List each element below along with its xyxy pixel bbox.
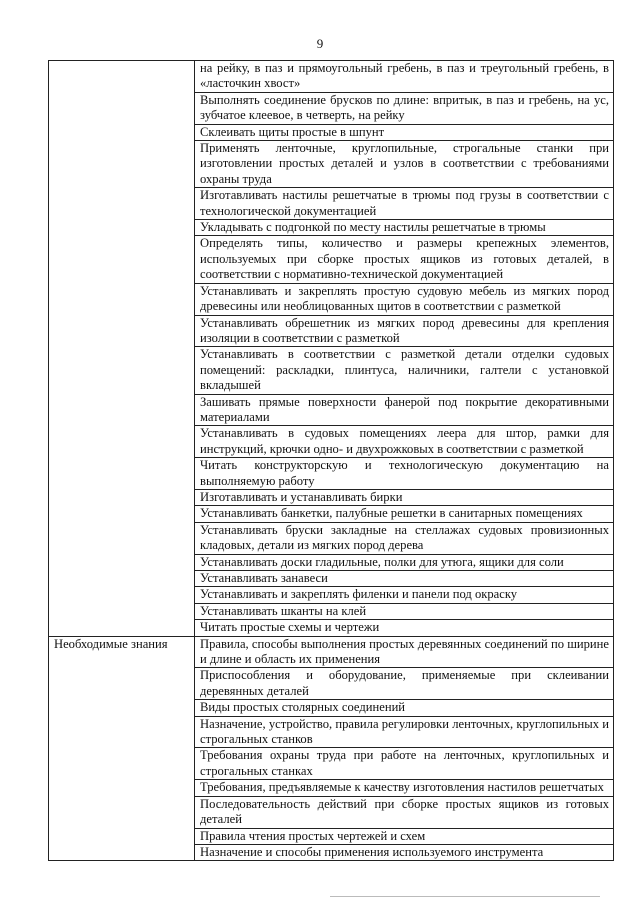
knowledge-item: Последовательность действий при сборке простых ящиков из готовых деталей xyxy=(195,796,614,828)
skills-item: Определять типы, количество и размеры крепежных элементов, используемых при сборке простых ящиков из готовых деталей, в соответствии с нормативно-технической документацией xyxy=(195,236,614,283)
skills-item: Устанавливать в судовых помещениях леера для штор, рамки для инструкций, крючки одно- и двухрожковых в соответствии с разметкой xyxy=(195,426,614,458)
knowledge-item: Требования охраны труда при работе на ленточных, круглопильных и строгальных станках xyxy=(195,748,614,780)
skills-item: Читать конструкторскую и технологическую документацию на выполняемую работу xyxy=(195,458,614,490)
skills-item: Устанавливать в соответствии с разметкой детали отделки судовых помещений: раскладки, плинтуса, наличники, галтели с установкой вкладышей xyxy=(195,347,614,394)
knowledge-item: Приспособления и оборудование, применяемые при склеивании деревянных деталей xyxy=(195,668,614,700)
skills-item: Выполнять соединение брусков по длине: впритык, в паз и гребень, на ус, зубчатое клеевое, в четверть, на рейку xyxy=(195,92,614,124)
bottom-divider xyxy=(330,896,600,897)
skills-item: Применять ленточные, круглопильные, строгальные станки при изготовлении простых деталей и узлов в соответствии с требованиями охраны труда xyxy=(195,141,614,188)
skills-item: Изготавливать и устанавливать бирки xyxy=(195,489,614,505)
knowledge-item: Назначение и способы применения используемого инструмента xyxy=(195,844,614,860)
skills-item: Устанавливать доски гладильные, полки для утюга, ящики для соли xyxy=(195,554,614,570)
skills-item: Устанавливать занавеси xyxy=(195,571,614,587)
skills-item: Читать простые схемы и чертежи xyxy=(195,620,614,636)
knowledge-label: Необходимые знания xyxy=(49,636,195,861)
knowledge-item: Правила, способы выполнения простых деревянных соединений по ширине и длине и область их применения xyxy=(195,636,614,668)
knowledge-item: Виды простых столярных соединений xyxy=(195,700,614,716)
requirements-table xyxy=(48,60,614,861)
knowledge-item: Требования, предъявляемые к качеству изготовления настилов решетчатых xyxy=(195,780,614,796)
skills-label-cell xyxy=(49,61,195,637)
skills-item: Устанавливать банкетки, палубные решетки в санитарных помещениях xyxy=(195,506,614,522)
skills-item: Устанавливать и закреплять простую судовую мебель из мягких пород древесины или необлицованных щитов в соответствии с разметкой xyxy=(195,283,614,315)
knowledge-row xyxy=(49,636,614,668)
skills-row xyxy=(49,61,614,93)
page-number: 9 xyxy=(316,36,324,51)
knowledge-item: Назначение, устройство, правила регулировки ленточных, круглопильных и строгальных станков xyxy=(195,716,614,748)
skills-item: на рейку, в паз и прямоугольный гребень, в паз и треугольный гребень, в «ласточкин хвост» xyxy=(195,61,614,93)
skills-item: Склеивать щиты простые в шпунт xyxy=(195,124,614,140)
skills-item: Устанавливать бруски закладные на стеллажах судовых провизионных кладовых, детали из мягких пород дерева xyxy=(195,522,614,554)
skills-item: Зашивать прямые поверхности фанерой под покрытие декоративными материалами xyxy=(195,394,614,426)
skills-item: Укладывать с подгонкой по месту настилы решетчатые в трюмы xyxy=(195,220,614,236)
skills-item: Изготавливать настилы решетчатые в трюмы под грузы в соответствии с технологической документацией xyxy=(195,188,614,220)
skills-item: Устанавливать обрешетник из мягких пород древесины для крепления изоляции в соответствии с разметкой xyxy=(195,315,614,347)
skills-item: Устанавливать шканты на клей xyxy=(195,603,614,619)
skills-item: Устанавливать и закреплять филенки и панели под окраску xyxy=(195,587,614,603)
knowledge-item: Правила чтения простых чертежей и схем xyxy=(195,828,614,844)
